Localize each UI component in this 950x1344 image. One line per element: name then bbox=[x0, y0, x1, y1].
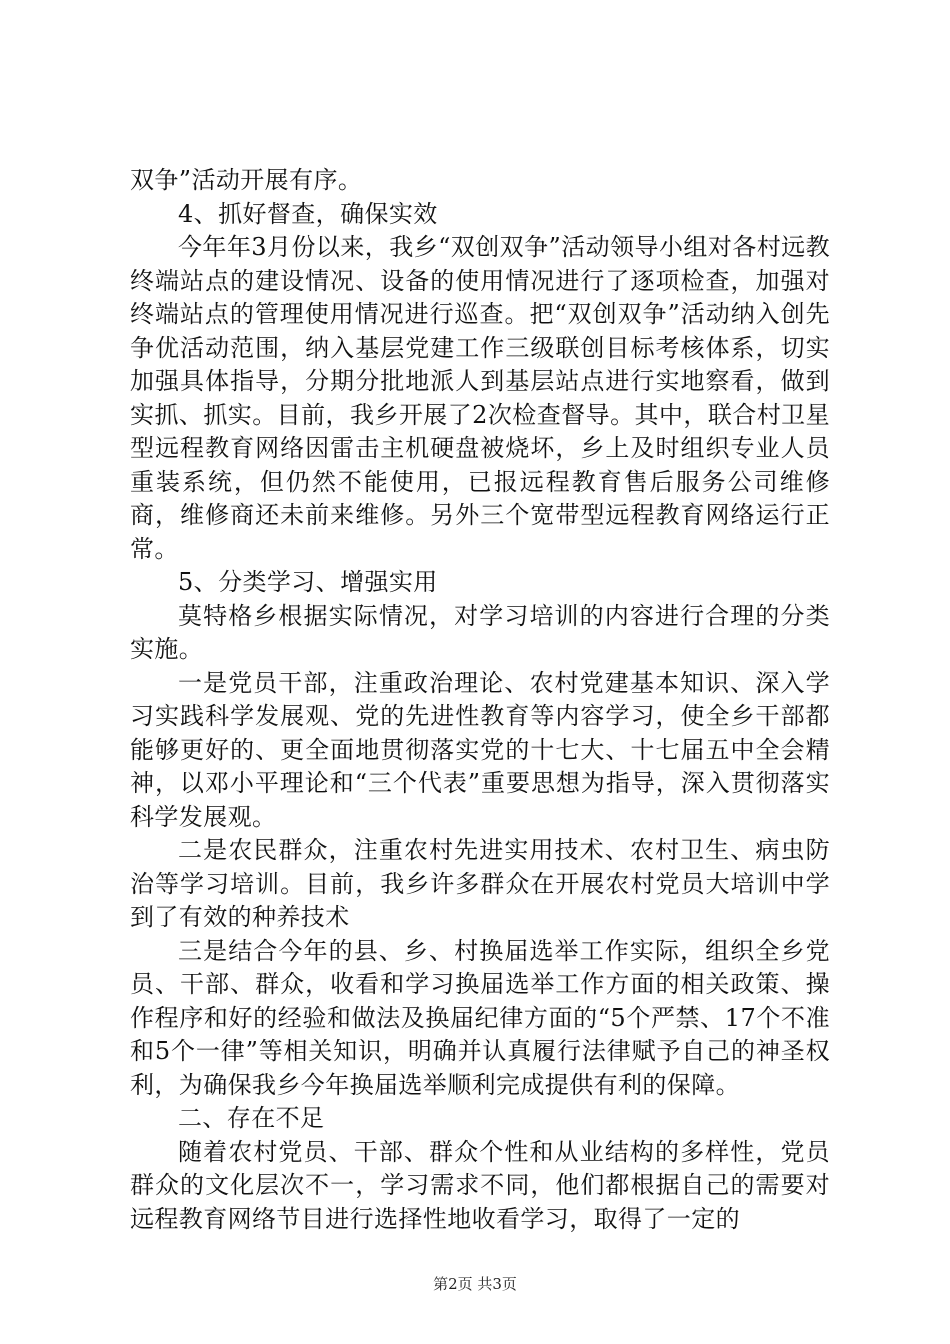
paragraph: 一是党员干部，注重政治理论、农村党建基本知识、深入学习实践科学发展观、党的先进性教育等内容学习，使全乡干部都能够更好的、更全面地贯彻落实党的十七大、十七届五中全会精神，以邓小平理论和“三个代表”重要思想为指导，深入贯彻落实科学发展观。 bbox=[130, 668, 830, 831]
paragraph: 双争”活动开展有序。 bbox=[130, 166, 363, 194]
paragraph: 三是结合今年的县、乡、村换届选举工作实际，组织全乡党员、干部、群众，收看和学习换届选举工作方面的相关政策、操作程序和好的经验和做法及换届纪律方面的“5个严禁、17个不准和5个一律”等相关知识，明确并认真履行法律赋予自己的神圣权利，为确保我乡今年换届选举顺利完成提供有利的保障。 bbox=[130, 936, 830, 1099]
paragraph: 二、存在不足 bbox=[178, 1104, 325, 1132]
paragraph: 二是农民群众，注重农村先进实用技术、农村卫生、病虫防治等学习培训。目前，我乡许多群众在开展农村党员大培训中学到了有效的种养技术 bbox=[130, 836, 830, 931]
document-body bbox=[130, 164, 830, 1236]
paragraph: 4、抓好督查，确保实效 bbox=[178, 199, 438, 228]
paragraph: 莫特格乡根据实际情况，对学习培训的内容进行合理的分类实施。 bbox=[130, 601, 830, 663]
page-footer: 第2页 共3页 bbox=[433, 1275, 517, 1293]
paragraph: 5、分类学习、增强实用 bbox=[178, 568, 438, 596]
paragraph: 今年年3月份以来，我乡“双创双争”活动领导小组对各村远教终端站点的建设情况、设备的使用情况进行了逐项检查，加强对终端站点的管理使用情况进行巡查。把“双创双争”活动纳入创先争优活动范围，纳入基层党建工作三级联创目标考核体系，切实加强具体指导，分期分批地派人到基层站点进行实地察看，做到实抓、抓实。目前，我乡开展了2次检查督导。其中，联合村卫星型远程教育网络因雷击主机硬盘被烧坏，乡上及时组织专业人员重装系统，但仍然不能使用，已报远程教育售后服务公司维修商，维修商还未前来维修。另外三个宽带型远程教育网络运行正常。 bbox=[130, 233, 830, 563]
paragraph: 随着农村党员、干部、群众个性和从业结构的多样性，党员群众的文化层次不一，学习需求不同，他们都根据自己的需要对远程教育网络节目进行选择性地收看学习，取得了一定的 bbox=[130, 1137, 830, 1233]
